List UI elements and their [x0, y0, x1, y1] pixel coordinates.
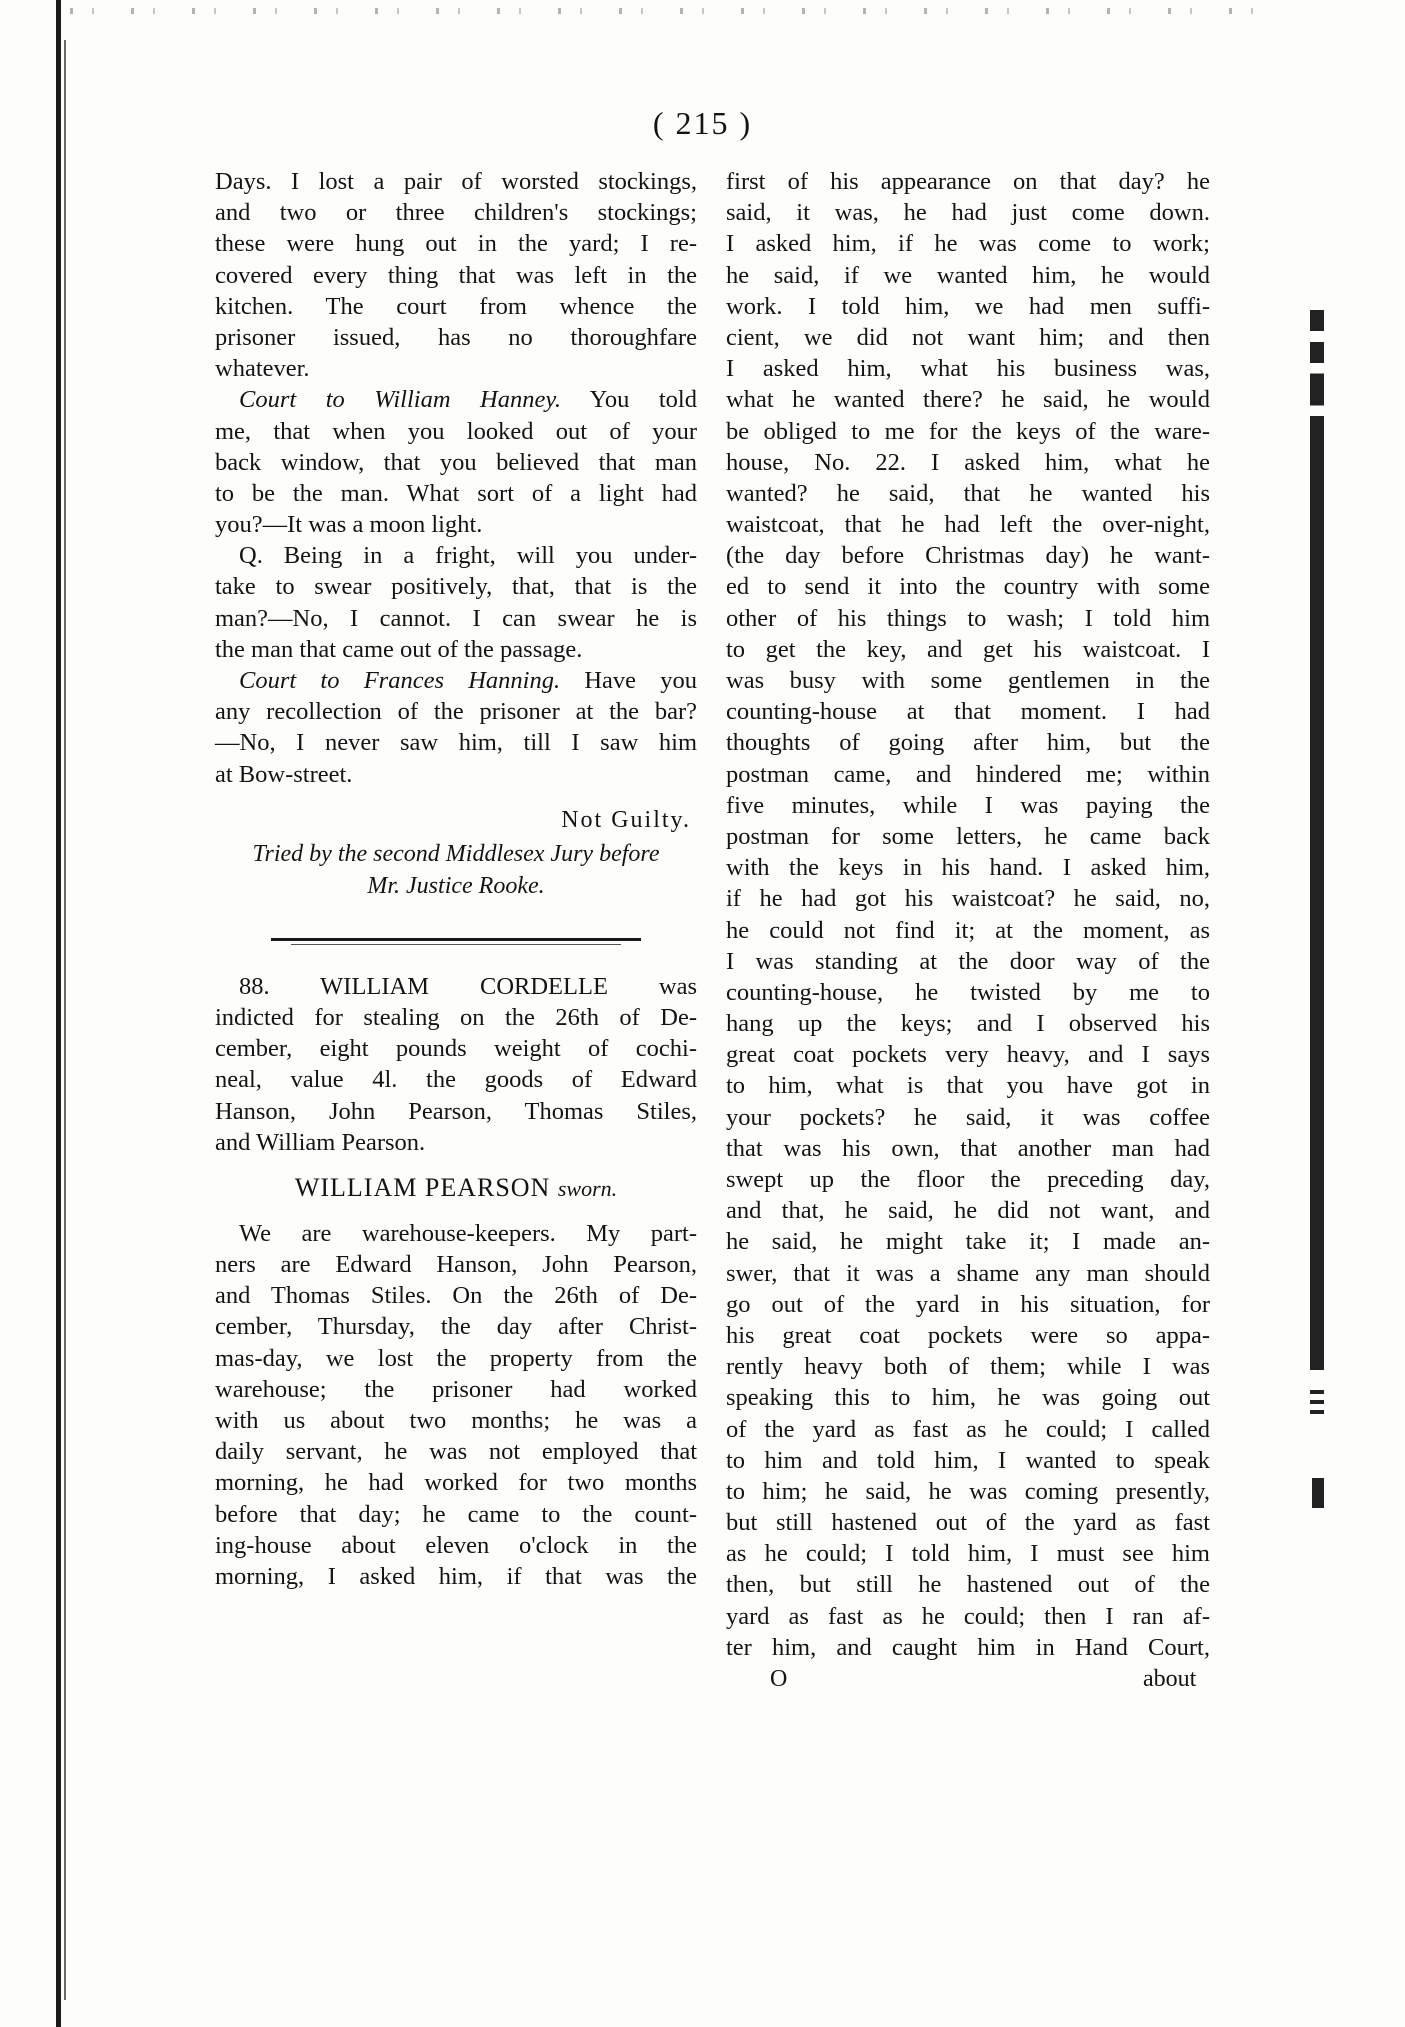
text-line: before that day; he came to the count- — [215, 1500, 697, 1528]
text-line: cember, eight pounds weight of cochi- — [215, 1035, 697, 1063]
left-column — [215, 166, 697, 1592]
text-line: take to swear positively, that, that is the — [215, 573, 697, 601]
text-line: Q. Being in a fright, will you under- — [239, 542, 697, 570]
text-line: to him; he said, he was coming presently, — [726, 1477, 1210, 1505]
text-line: —No, I never saw him, till I saw him — [215, 729, 697, 757]
text-line: indicted for stealing on the 26th of De- — [215, 1003, 697, 1031]
section-divider — [271, 938, 641, 941]
text-line: his great coat pockets were so appa- — [726, 1321, 1210, 1349]
text-line: Days. I lost a pair of worsted stockings, — [215, 168, 697, 195]
text-line: man?—No, I cannot. I can swear he is — [215, 604, 697, 632]
text-line: I asked him, if he was come to work; — [726, 230, 1210, 258]
binding-edge-shadow — [64, 40, 66, 2000]
speaker-name: Court to William Hanney. — [239, 386, 561, 414]
text-line: and Thomas Stiles. On the 26th of De- — [215, 1282, 697, 1310]
text-line: any recollection of the prisoner at the bar? — [215, 698, 697, 726]
text-line: swept up the floor the preceding day, — [726, 1166, 1210, 1193]
text-line: to him, what is that you have got in — [726, 1072, 1210, 1100]
text-line: at Bow-street. — [215, 760, 353, 788]
text-line: if he had got his waistcoat? he said, no, — [726, 885, 1210, 913]
text-line: he said, he might take it; I made an- — [726, 1228, 1210, 1256]
text-line: thoughts of going after him, but the — [726, 729, 1210, 757]
text-line: Hanson, John Pearson, Thomas Stiles, — [215, 1097, 697, 1125]
text-line: warehouse; the prisoner had worked — [215, 1375, 697, 1403]
text-line: to him and told him, I wanted to speak — [726, 1446, 1210, 1474]
text-line: We are warehouse-keepers. My part- — [239, 1219, 697, 1247]
text-line: work. I told him, we had men suffi- — [726, 292, 1210, 320]
text-line: whatever. — [215, 355, 310, 383]
text-line: ed to send it into the country with some — [726, 573, 1210, 601]
catchword: about — [1143, 1666, 1197, 1692]
paragraph-question — [215, 540, 697, 665]
page-number: ( 215 ) — [652, 105, 753, 141]
text-line: he could not find it; at the moment, as — [726, 916, 1210, 944]
text-line: yard as fast as he could; then I ran af- — [726, 1602, 1210, 1630]
text-line: counting-house at that moment. I had — [726, 698, 1210, 726]
text-line: ing-house about eleven o'clock in the — [215, 1531, 697, 1559]
text-line: with the keys in his hand. I asked him, — [726, 854, 1210, 882]
text-line: of the yard as fast as he could; I called — [726, 1415, 1210, 1443]
text-line: then, but still he hastened out of the — [726, 1571, 1210, 1599]
text-line: said, it was, he had just come down. — [726, 199, 1210, 227]
text-line: as he could; I told him, I must see him — [726, 1540, 1210, 1568]
binding-edge — [56, 0, 61, 2027]
case-paragraph — [215, 971, 697, 1158]
signature-mark: O — [770, 1666, 788, 1692]
text-line: postman for some letters, he came back — [726, 822, 1210, 850]
text-line: ter him, and caught him in Hand Court, — [726, 1633, 1210, 1661]
text-line: I was standing at the door way of the — [726, 947, 1210, 975]
text-line: counting-house, he twisted by me to — [726, 978, 1210, 1006]
text-line: hang up the keys; and I observed his — [726, 1010, 1210, 1038]
witness-sworn: sworn. — [557, 1175, 618, 1201]
text-line: neal, value 4l. the goods of Edward — [215, 1066, 697, 1094]
text-line: cient, we did not want him; and then — [726, 323, 1210, 351]
text-line: postman came, and hindered me; within — [726, 760, 1210, 788]
text-line: (the day before Christmas day) he want- — [726, 542, 1210, 570]
text-line: ners are Edward Hanson, John Pearson, — [215, 1251, 697, 1279]
text-line: he said, if we wanted him, he would — [726, 261, 1210, 289]
text-line: prisoner issued, has no thoroughfare — [215, 323, 697, 351]
text-line: you?—It was a moon light. — [215, 511, 483, 539]
text-line: 88. WILLIAM CORDELLE was — [239, 972, 697, 1000]
text-line: these were hung out in the yard; I re- — [215, 230, 697, 258]
tried-line-2: Mr. Justice Rooke. — [367, 872, 545, 899]
text-line: first of his appearance on that day? he — [726, 168, 1210, 195]
text-line: back window, that you believed that man — [215, 448, 697, 476]
text-line: and William Pearson. — [215, 1128, 426, 1156]
text-line: that was his own, that another man had — [726, 1134, 1210, 1162]
text-line: rently heavy both of them; while I was — [726, 1353, 1210, 1381]
scan-edge-marks-lower — [1310, 1390, 1324, 1420]
scan-edge-marks — [1310, 310, 1324, 1370]
paragraph-court-hanning — [215, 665, 697, 790]
tried-line-1: Tried by the second Middlesex Jury before — [252, 840, 660, 867]
text-line: house, No. 22. I asked him, what he — [726, 448, 1210, 476]
text-line: your pockets? he said, it was coffee — [726, 1103, 1210, 1131]
witness-heading — [215, 1168, 697, 1208]
paragraph-court-hanney — [215, 384, 697, 540]
text-line: Court to William Hanney. You told — [239, 386, 697, 414]
speaker-name: Court to Frances Hanning. — [239, 667, 561, 694]
text-line: to get the key, and get his waistcoat. I — [726, 635, 1210, 663]
scan-noise-top — [70, 8, 1290, 14]
text-line: cember, Thursday, the day after Christ- — [215, 1313, 697, 1341]
paragraph-days — [215, 166, 697, 384]
text-line: five minutes, while I was paying the — [726, 791, 1210, 819]
right-column — [726, 166, 1210, 1663]
text-line: be obliged to me for the keys of the ware- — [726, 417, 1210, 445]
text-line: the man that came out of the passage. — [215, 635, 583, 663]
text-line: Court to Frances Hanning. Have you — [239, 667, 697, 694]
text-line: covered every thing that was left in the — [215, 261, 697, 289]
text-line: waistcoat, that he had left the over-night, — [726, 511, 1210, 539]
text-line: and that, he said, he did not want, and — [726, 1197, 1210, 1225]
text-line: me, that when you looked out of your — [215, 417, 697, 445]
verdict: Not Guilty. — [561, 806, 691, 833]
text-line: morning, I asked him, if that was the — [215, 1562, 697, 1590]
text-line: morning, he had worked for two months — [215, 1469, 697, 1497]
text-line: was busy with some gentlemen in the — [726, 667, 1210, 694]
text-line: go out of the yard in his situation, for — [726, 1290, 1210, 1318]
text-line: swer, that it was a shame any man should — [726, 1259, 1210, 1287]
text-line: kitchen. The court from whence the — [215, 292, 697, 320]
text-line: other of his things to wash; I told him — [726, 604, 1210, 632]
text-line: to be the man. What sort of a light had — [215, 479, 697, 507]
text-line: with us about two months; he was a — [215, 1407, 697, 1434]
text-line: I asked him, what his business was, — [726, 355, 1210, 383]
text-line: great coat pockets very heavy, and I says — [726, 1041, 1210, 1069]
text-line: speaking this to him, he was going out — [726, 1384, 1210, 1412]
witness-name: WILLIAM PEARSON — [294, 1172, 551, 1202]
text-line: wanted? he said, that he wanted his — [726, 479, 1210, 507]
text-line: what he wanted there? he said, he would — [726, 386, 1210, 414]
text-line: mas-day, we lost the property from the — [215, 1344, 697, 1372]
text-line: but still hastened out of the yard as fast — [726, 1509, 1210, 1537]
text-line: and two or three children's stockings; — [215, 199, 697, 227]
testimony-paragraph — [215, 1218, 697, 1592]
scan-edge-mark-small — [1312, 1478, 1324, 1508]
text-line: daily servant, he was not employed that — [215, 1438, 697, 1466]
